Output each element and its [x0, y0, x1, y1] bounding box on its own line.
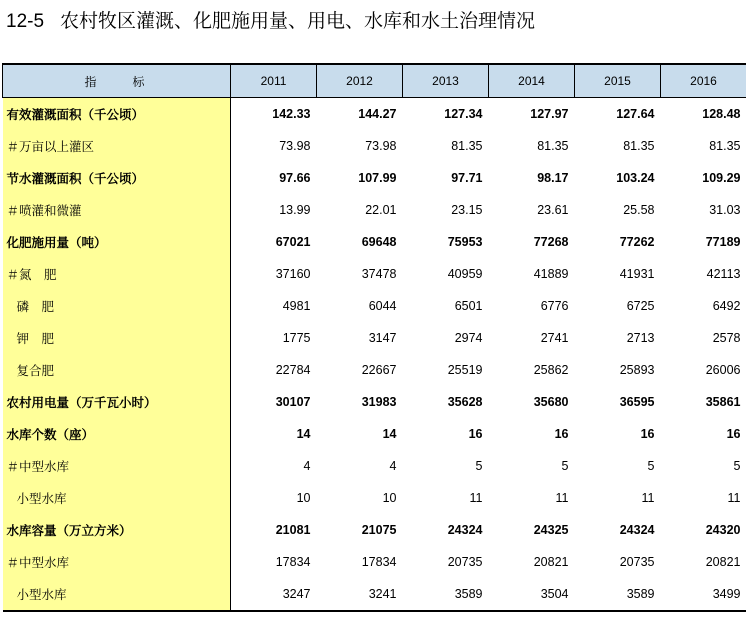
- cell-value: 25.58: [623, 203, 655, 217]
- cell-value: 31983: [361, 395, 397, 409]
- cell-value: 16: [640, 427, 655, 441]
- row-label: 农村用电量（万千瓦小时）: [3, 386, 231, 418]
- cell-value: 16: [554, 427, 569, 441]
- row-label: ＃中型水库: [3, 546, 231, 578]
- cell-value: 17834: [275, 555, 311, 569]
- table-row: [3, 482, 746, 514]
- cell-value: 23.61: [537, 203, 569, 217]
- cell-value: 128.48: [702, 107, 741, 121]
- header-year: 2013: [403, 64, 489, 98]
- row-label: ＃万亩以上灌区: [3, 130, 231, 162]
- cell-value: 4: [303, 459, 311, 473]
- cell-value: 107.99: [358, 171, 397, 185]
- table-row: [3, 386, 746, 418]
- table-row: [3, 194, 746, 226]
- cell-value: 10: [296, 491, 311, 505]
- cell-value: 22667: [361, 363, 397, 377]
- cell-value: 37478: [361, 267, 397, 281]
- cell-value: 97.66: [279, 171, 311, 185]
- cell-value: 5: [733, 459, 741, 473]
- cell-value: 81.35: [537, 139, 569, 153]
- cell-value: 2578: [712, 331, 741, 345]
- cell-value: 20735: [447, 555, 483, 569]
- cell-value: 35861: [705, 395, 741, 409]
- cell-value: 22.01: [365, 203, 397, 217]
- cell-value: 25519: [447, 363, 483, 377]
- cell-value: 5: [475, 459, 483, 473]
- cell-value: 3589: [403, 578, 489, 611]
- cell-value: 24324: [447, 523, 483, 537]
- cell-value: 2713: [626, 331, 655, 345]
- row-label: 小型水库: [3, 482, 231, 514]
- cell-value: 6044: [368, 299, 397, 313]
- table-row: [3, 322, 746, 354]
- cell-value: 31.03: [709, 203, 741, 217]
- row-label: ＃氮 肥: [3, 258, 231, 290]
- table-row: [3, 290, 746, 322]
- cell-value: 23.15: [451, 203, 483, 217]
- cell-value: 14: [296, 427, 311, 441]
- cell-value: 41931: [619, 267, 655, 281]
- row-label: 水库容量（万立方米）: [3, 514, 231, 546]
- table-number: 12-5: [6, 11, 45, 32]
- cell-value: 6776: [540, 299, 569, 313]
- cell-value: 2974: [454, 331, 483, 345]
- cell-value: 98.17: [537, 171, 569, 185]
- cell-value: 11: [727, 491, 741, 505]
- row-label: 有效灌溉面积（千公顷）: [3, 98, 231, 131]
- cell-value: 6725: [626, 299, 655, 313]
- cell-value: 3589: [575, 578, 661, 611]
- cell-value: 81.35: [623, 139, 655, 153]
- cell-value: 11: [641, 491, 655, 505]
- cell-value: 109.29: [702, 171, 741, 185]
- cell-value: 4981: [282, 299, 311, 313]
- cell-value: 73.98: [365, 139, 397, 153]
- cell-value: 81.35: [451, 139, 483, 153]
- cell-value: 3241: [317, 578, 403, 611]
- header-row: [3, 64, 746, 98]
- cell-value: 97.71: [451, 171, 483, 185]
- cell-value: 25893: [619, 363, 655, 377]
- cell-value: 1775: [282, 331, 311, 345]
- cell-value: 3147: [368, 331, 397, 345]
- cell-value: 142.33: [272, 107, 311, 121]
- cell-value: 20821: [705, 555, 741, 569]
- cell-value: 35680: [533, 395, 569, 409]
- cell-value: 40959: [447, 267, 483, 281]
- cell-value: 24320: [705, 523, 741, 537]
- table-row: [3, 578, 746, 611]
- cell-value: 36595: [619, 395, 655, 409]
- row-label: 水库个数（座）: [3, 418, 231, 450]
- cell-value: 5: [647, 459, 655, 473]
- cell-value: 21081: [275, 523, 311, 537]
- row-label: ＃喷灌和微灌: [3, 194, 231, 226]
- cell-value: 10: [382, 491, 397, 505]
- cell-value: 5: [561, 459, 569, 473]
- row-label: 复合肥: [3, 354, 231, 386]
- cell-value: 6501: [454, 299, 483, 313]
- cell-value: 77262: [619, 235, 655, 249]
- cell-value: 127.97: [530, 107, 569, 121]
- row-label: 小型水库: [3, 578, 231, 611]
- header-year: 2016: [661, 64, 746, 98]
- table-row: [3, 354, 746, 386]
- cell-value: 16: [726, 427, 741, 441]
- cell-value: 41889: [533, 267, 569, 281]
- table-row: [3, 258, 746, 290]
- cell-value: 67021: [275, 235, 311, 249]
- cell-value: 144.27: [358, 107, 397, 121]
- cell-value: 11: [469, 491, 483, 505]
- cell-value: 30107: [275, 395, 311, 409]
- cell-value: 77189: [705, 235, 741, 249]
- header-year: 2011: [231, 64, 317, 98]
- row-label: 磷 肥: [3, 290, 231, 322]
- cell-value: 42113: [706, 267, 741, 281]
- cell-value: 16: [468, 427, 483, 441]
- header-year: 2012: [317, 64, 403, 98]
- table-row: [3, 98, 746, 131]
- table-row: [3, 162, 746, 194]
- cell-value: 14: [382, 427, 397, 441]
- cell-value: 20821: [533, 555, 569, 569]
- cell-value: 69648: [361, 235, 397, 249]
- cell-value: 25862: [533, 363, 569, 377]
- cell-value: 2741: [540, 331, 569, 345]
- table-row: [3, 226, 746, 258]
- row-label: 节水灌溉面积（千公顷）: [3, 162, 231, 194]
- cell-value: 21075: [361, 523, 397, 537]
- cell-value: 81.35: [709, 139, 741, 153]
- row-label: 钾 肥: [3, 322, 231, 354]
- cell-value: 4: [389, 459, 397, 473]
- row-label: ＃中型水库: [3, 450, 231, 482]
- cell-value: 73.98: [279, 139, 311, 153]
- table-row: [3, 418, 746, 450]
- table-row: [3, 130, 746, 162]
- header-year: 2015: [575, 64, 661, 98]
- cell-value: 127.64: [616, 107, 655, 121]
- cell-value: 127.34: [444, 107, 483, 121]
- data-table: [2, 63, 746, 612]
- cell-value: 20735: [619, 555, 655, 569]
- cell-value: 26006: [705, 363, 741, 377]
- cell-value: 17834: [361, 555, 397, 569]
- cell-value: 24324: [619, 523, 655, 537]
- cell-value: 37160: [275, 267, 311, 281]
- row-label: 化肥施用量（吨）: [3, 226, 231, 258]
- cell-value: 3247: [231, 578, 317, 611]
- table-row: [3, 514, 746, 546]
- table-title: 农村牧区灌溉、化肥施用量、用电、水库和水土治理情况: [60, 10, 536, 32]
- cell-value: 75953: [447, 235, 483, 249]
- cell-value: 11: [555, 491, 569, 505]
- table-row: [3, 450, 746, 482]
- cell-value: 3504: [489, 578, 575, 611]
- cell-value: 6492: [712, 299, 741, 313]
- cell-value: 22784: [275, 363, 311, 377]
- cell-value: 13.99: [279, 203, 311, 217]
- header-year: 2014: [489, 64, 575, 98]
- cell-value: 3499: [661, 578, 746, 611]
- table-row: [3, 546, 746, 578]
- cell-value: 35628: [447, 395, 483, 409]
- header-indicator: 指 标: [3, 64, 231, 98]
- cell-value: 77268: [533, 235, 569, 249]
- cell-value: 24325: [533, 523, 569, 537]
- cell-value: 103.24: [616, 171, 655, 185]
- page-title: [6, 6, 535, 33]
